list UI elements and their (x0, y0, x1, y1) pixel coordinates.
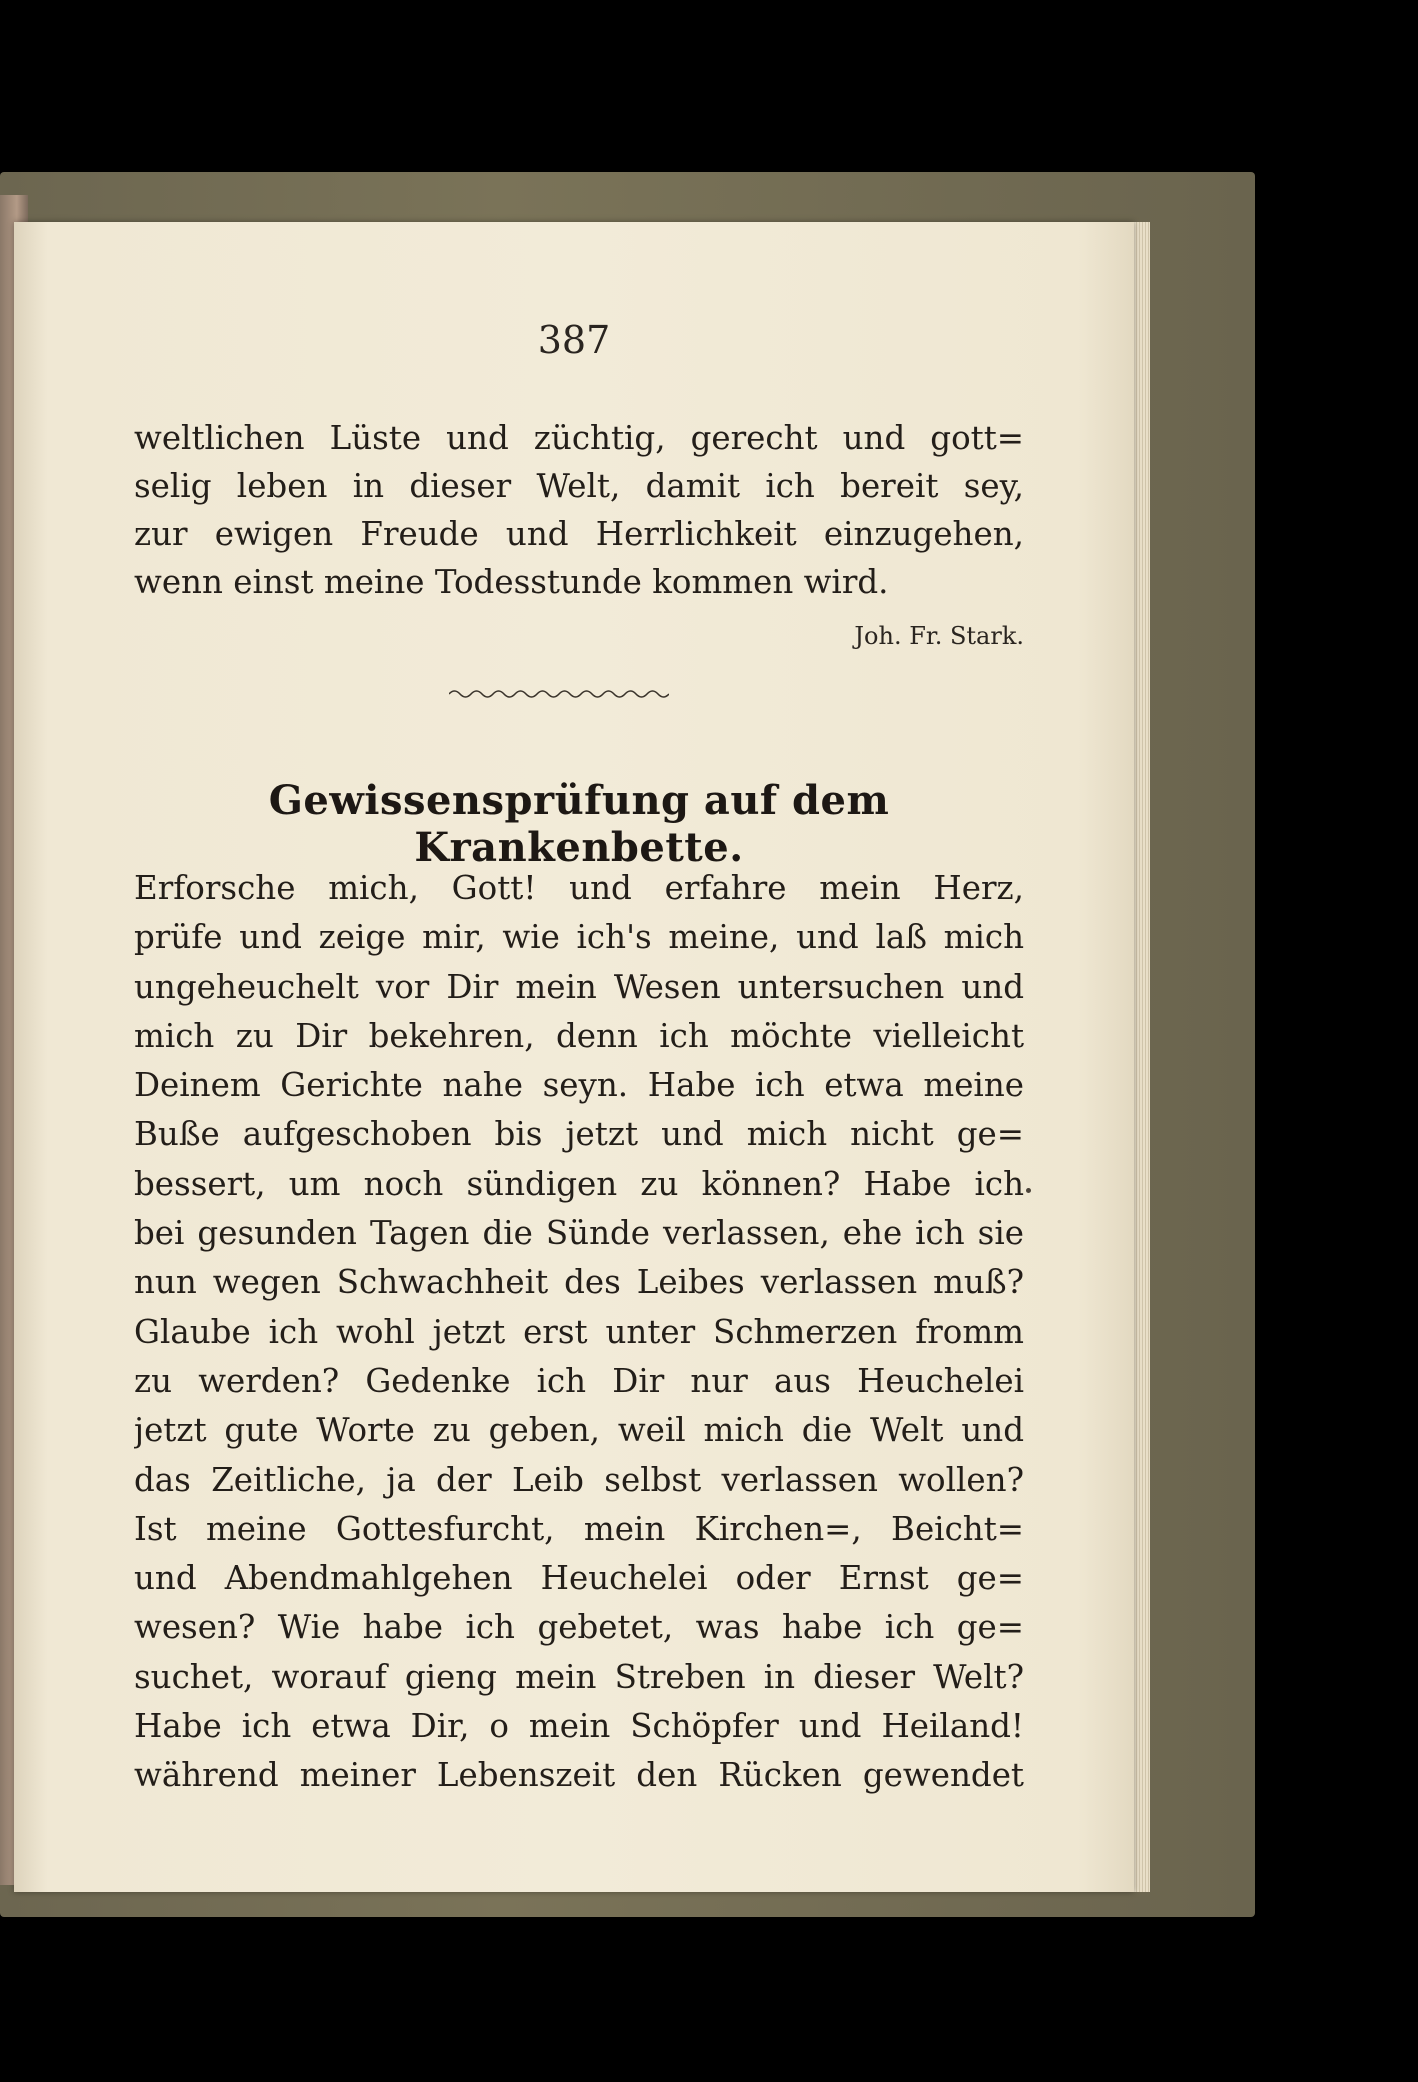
text-line: das Zeitliche, ja der Leib selbst verlassen wollen? (134, 1460, 1024, 1499)
text-line: bessert, um noch sündigen zu können? Habe ich (134, 1164, 1024, 1203)
text-line: nun wegen Schwachheit des Leibes verlassen muß? (134, 1263, 1024, 1302)
text-line: zur ewigen Freude und Herrlichkeit einzugehen, (134, 515, 1024, 553)
text-line: wesen? Wie habe ich gebetet, was habe ich ge= (134, 1608, 1024, 1647)
text-line: Ist meine Gottesfurcht, mein Kirchen=, Beicht= (134, 1509, 1024, 1548)
book-page (14, 222, 1134, 1892)
text-line: prüfe und zeige mir, wie ich's meine, und laß mich (134, 918, 1024, 957)
text-line: Habe ich etwa Dir, o mein Schöpfer und Heiland! (134, 1707, 1024, 1746)
ink-speck (1026, 1188, 1031, 1193)
text-line: jetzt gute Worte zu geben, weil mich die Welt und (134, 1411, 1024, 1450)
text-line: während meiner Lebenszeit den Rücken gewendet (134, 1756, 1024, 1795)
wavy-divider (449, 688, 669, 700)
text-line: Buße aufgeschoben bis jetzt und mich nicht ge= (134, 1115, 1024, 1154)
text-line: wenn einst meine Todesstunde kommen wird. (134, 563, 889, 601)
text-line: Deinem Gerichte nahe seyn. Habe ich etwa meine (134, 1066, 1024, 1105)
text-line: selig leben in dieser Welt, damit ich bereit sey, (134, 467, 1024, 505)
body-paragraph (134, 864, 1024, 1801)
text-line: ungeheuchelt vor Dir mein Wesen untersuchen und (134, 967, 1024, 1006)
top-paragraph (134, 414, 1024, 606)
section-title: Gewissensprüfung auf dem Krankenbette. (268, 777, 890, 871)
text-line: suchet, worauf gieng mein Streben in dieser Welt? (134, 1657, 1024, 1696)
page-number: 387 (537, 318, 611, 362)
text-line: mich zu Dir bekehren, denn ich möchte vielleicht (134, 1016, 1024, 1055)
text-line: zu werden? Gedenke ich Dir nur aus Heuchelei (134, 1361, 1024, 1400)
text-line: bei gesunden Tagen die Sünde verlassen, ehe ich sie (134, 1214, 1024, 1253)
text-line: Erforsche mich, Gott! und erfahre mein Herz, (134, 869, 1024, 907)
text-line: weltlichen Lüste und züchtig, gerecht und gott= (134, 419, 1024, 457)
author-attribution: Joh. Fr. Stark. (854, 622, 1024, 650)
text-line: und Abendmahlgehen Heuchelei oder Ernst ge= (134, 1559, 1024, 1598)
text-line: Glaube ich wohl jetzt erst unter Schmerzen fromm (134, 1312, 1024, 1351)
